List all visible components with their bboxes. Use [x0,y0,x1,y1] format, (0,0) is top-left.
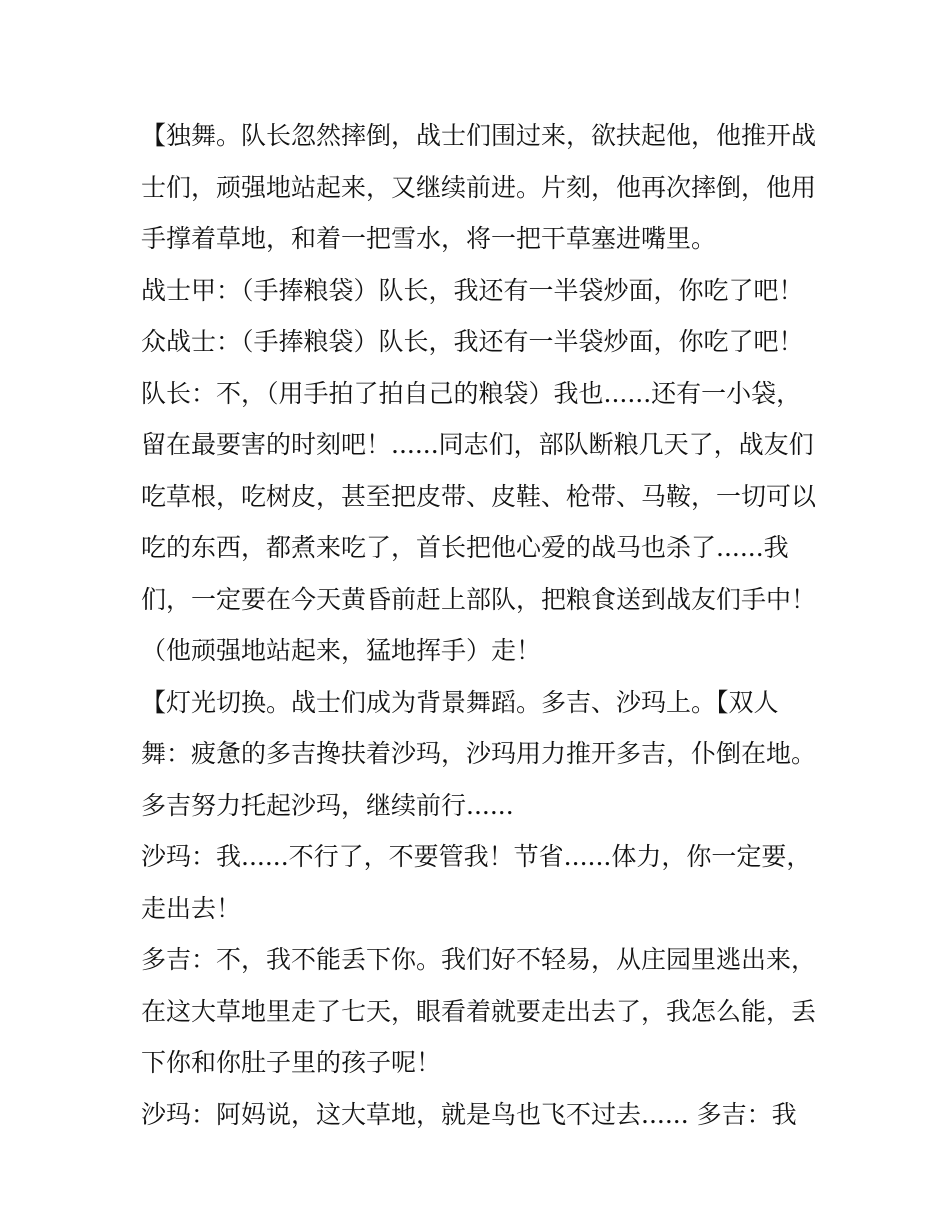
text-line: 多吉努力托起沙玛，继续前行...... [141,790,514,820]
text-line: 们，一定要在今天黄昏前赶上部队，把粮食送到战友们手中！ [141,584,817,614]
text-line: 舞：疲惫的多吉搀扶着沙玛，沙玛用力推开多吉，仆倒在地。 [141,739,817,768]
text-line: 多吉：不，我不能丢下你。我们好不轻易，从庄园里逃出来， [141,945,817,974]
text-line: 走出去！ [141,893,242,923]
text-line: 战士甲：（手捧粮袋）队长，我还有一半袋炒面，你吃了吧！ [141,275,804,305]
text-line: 众战士：（手捧粮袋）队长，我还有一半袋炒面，你吃了吧！ [141,327,804,356]
text-line: 队长：不，（用手拍了拍自己的粮袋）我也......还有一小袋， [141,378,802,408]
text-line: 吃的东西，都煮来吃了，首长把他心爱的战马也杀了......我 [141,533,789,562]
text-line: （他顽强地站起来，猛地挥手）走！ [141,636,542,665]
text-line: 【独舞。队长忽然摔倒，战士们围过来，欲扶起他，他推开战 [141,121,817,150]
text-line: 沙玛：阿妈说，这大草地，就是鸟也飞不过去...... 多吉：我 [141,1099,797,1129]
text-line: 留在最要害的时刻吧！......同志们，部队断粮几天了，战友们 [141,430,814,459]
text-line: 沙玛：我......不行了，不要管我！节省......体力，你一定要， [141,842,812,871]
text-line: 手撑着草地，和着一把雪水，将一把干草塞进嘴里。 [141,224,717,253]
text-line: 【灯光切换。战士们成为背景舞蹈。多吉、沙玛上。【双人 [141,687,779,717]
text-line: 在这大草地里走了七天，眼看着就要走出去了，我怎么能，丢 [141,996,817,1026]
text-line: 吃草根，吃树皮，甚至把皮带、皮鞋、枪带、马鞍，一切可以 [141,481,817,511]
script-text [141,110,821,1140]
text-line: 士们，顽强地站起来，又继续前进。片刻，他再次摔倒，他用 [141,172,817,202]
text-line: 下你和你肚子里的孩子呢！ [141,1048,442,1077]
